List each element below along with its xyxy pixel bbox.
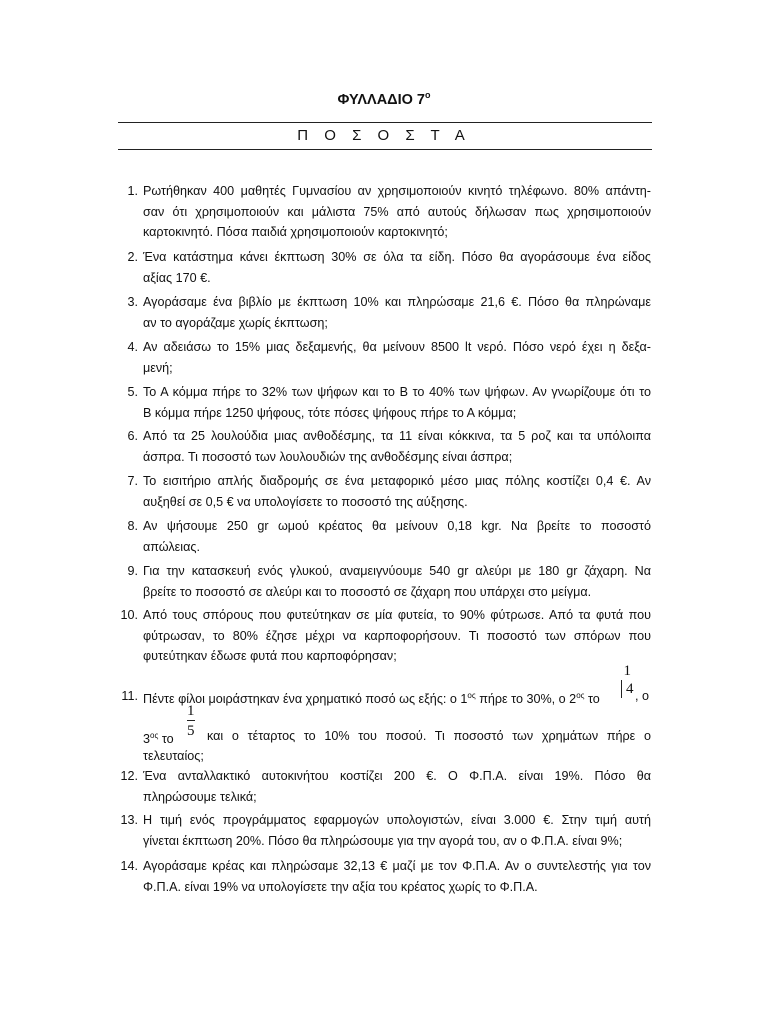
exercise-number: 14.: [120, 859, 138, 873]
exercise-number: 10.: [120, 608, 138, 622]
text-line: Για την κατασκευή ενός γλυκού, αναμειγνύουμε 540 gr αλεύρι με 180 gr ζάχαρη. Να: [143, 564, 651, 578]
exercise-number: 12.: [120, 769, 138, 783]
text-line: φύτρωσαν, το 80% έζησε μέχρι να καρποφορήσουν. Τι ποσοστό των σπόρων που: [143, 628, 651, 643]
text-line: απώλειας.: [143, 539, 200, 554]
title-rule-bottom: [118, 149, 652, 150]
text-line: Β κόμμα πήρε 1250 ψήφους, τότε πόσες ψήφους πήρε το Α κόμμα;: [143, 405, 517, 420]
text-line: καρτοκινητό. Πόσα παιδιά χρησιμοποιούν καρτοκινητό;: [143, 225, 448, 239]
text-line: μενή;: [143, 360, 173, 375]
exercise-text: [143, 810, 651, 851]
text-line: γίνεται έκπτωση 20%. Πόσο θα πληρώσουμε για την αγορά του, αν ο Φ.Π.Α. είναι 9%;: [143, 833, 623, 848]
exercise-text: [143, 516, 651, 557]
exercise-number: 2.: [127, 250, 138, 264]
exercise-number: 13.: [120, 813, 138, 827]
fraction-one-quarter: 1 4: [621, 662, 634, 698]
text-line: $3^{o\varsigma}$ το: [143, 731, 174, 746]
exercise-text: [143, 426, 651, 467]
worksheet-subtitle: Π Ο Σ Ο Σ Τ Α: [297, 127, 471, 144]
text-line: Αγοράσαμε κρέας και πληρώσαμε 32,13 € μαζί με τον Φ.Π.Α. Αν ο συντελεστής για τον: [143, 859, 651, 873]
exercise-text: [143, 292, 651, 333]
exercise-text: [143, 337, 651, 378]
text-line: Πέντε φίλοι μοιράστηκαν ένα χρηματικό ποσό ως εξής: ο $1^{o\varsigma}$ πήρε το 30%, ο $2^{o\varsigma}$ το: [143, 691, 600, 706]
text-line: αυξηθεί σε 0,5 € να υπολογίσετε το ποσοστό της αύξησης.: [143, 494, 468, 509]
exercise-text: [143, 181, 651, 243]
title-rule-top: [118, 122, 652, 123]
text-line: Ένα ανταλλακτικό αυτοκινήτου κοστίζει 200 €. Ο Φ.Π.Α. είναι 19%. Πόσο θα: [143, 769, 651, 783]
exercise-text: [143, 766, 651, 807]
exercise-number: 9.: [127, 564, 138, 578]
exercise-text: [143, 663, 651, 763]
text-line: Αν αδειάσω το 15% μιας δεξαμενής, θα μείνουν 8500 lt νερό. Πόσο νερό έχει η δεξα-: [143, 340, 651, 354]
text-line: Από τα 25 λουλούδια μιας ανθοδέσμης, τα 11 είναι κόκκινα, τα 5 ροζ και τα υπόλοιπα: [143, 429, 651, 443]
exercise-number: 11.: [121, 689, 138, 703]
exercise-number: 7.: [127, 474, 138, 488]
worksheet-title: ΦΥΛΛΑΔΙΟ $7^o$: [337, 90, 431, 108]
exercise-11: [0, 663, 768, 763]
exercise-number: 8.: [127, 519, 138, 533]
text-line: Αν ψήσουμε 250 gr ωμού κρέατος θα μείνουν 0,18 kgr. Να βρείτε το ποσοστό: [143, 519, 651, 533]
text-line: αν το αγοράζαμε χωρίς έκπτωση;: [143, 315, 328, 330]
exercise-number: 6.: [127, 429, 138, 443]
exercise-number: 3.: [127, 295, 138, 309]
title-ordinal: ο: [425, 90, 431, 100]
exercise-text: [143, 561, 651, 602]
text-line: Ρωτήθηκαν 400 μαθητές Γυμνασίου αν χρησιμοποιούν κινητό τηλέφωνο. 80% απάντη-: [143, 184, 651, 198]
text-line: Το εισιτήριο απλής διαδρομής σε ένα μεταφορικό μέσο μιας πόλης κοστίζει 0,4 €. Αν: [143, 474, 651, 488]
exercise-number: 1.: [127, 184, 138, 198]
text-line: φυτεύτηκαν έδωσε φυτά που καρποφόρησαν;: [143, 649, 397, 663]
text-line: και ο τέταρτος το 10% του ποσού. Τι ποσοστό των χρημάτων πήρε ο: [207, 729, 651, 743]
text-line: βρείτε το ποσοστό σε αλεύρι και το ποσοστό σε ζάχαρη που υπάρχει στο μείγμα.: [143, 584, 592, 599]
text-line: σαν ότι χρησιμοποιούν και μάλιστα 75% από αυτούς δήλωσαν πως χρησιμοποιούν: [143, 204, 651, 219]
exercise-text: [143, 605, 651, 667]
text-line: αξίας 170 €.: [143, 270, 211, 285]
exercise-text: [143, 471, 651, 512]
text-line: , ο: [635, 689, 650, 703]
text-line: Φ.Π.Α. είναι 19% να υπολογίσετε την αξία του κρέατος χωρίς το Φ.Π.Α.: [143, 879, 538, 894]
exercise-number: 5.: [127, 385, 138, 399]
exercise-number: 4.: [127, 340, 138, 354]
text-line: πληρώσουμε τελικά;: [143, 789, 257, 804]
exercise-text: [143, 247, 651, 288]
text-line: Το Α κόμμα πήρε το 32% των ψήφων και το Β το 40% των ψήφων. Αν γνωρίζουμε ότι το: [143, 385, 651, 399]
text-line: Η τιμή ενός προγράμματος εφαρμογών υπολογιστών, είναι 3.000 €. Στην τιμή αυτή: [143, 813, 651, 827]
text-line: Αγοράσαμε ένα βιβλίο με έκπτωση 10% και πληρώσαμε 21,6 €. Πόσο θα πληρώναμε: [143, 295, 651, 309]
text-line: Ένα κατάστημα κάνει έκπτωση 30% σε όλα τα είδη. Πόσο θα αγοράσουμε ένα είδος: [143, 250, 651, 264]
fraction-one-fifth: $\frac{1}{5}$: [187, 703, 195, 739]
text-line: τελευταίος;: [143, 749, 204, 763]
text-line: άσπρα. Τι ποσοστό των λουλουδιών της ανθοδέσμης είναι άσπρα;: [143, 449, 513, 464]
exercise-text: [143, 856, 651, 897]
exercise-text: [143, 382, 651, 423]
text-line: Από τους σπόρους που φυτεύτηκαν σε μία φυτεία, το 90% φύτρωσε. Από τα φυτά που: [143, 608, 651, 622]
